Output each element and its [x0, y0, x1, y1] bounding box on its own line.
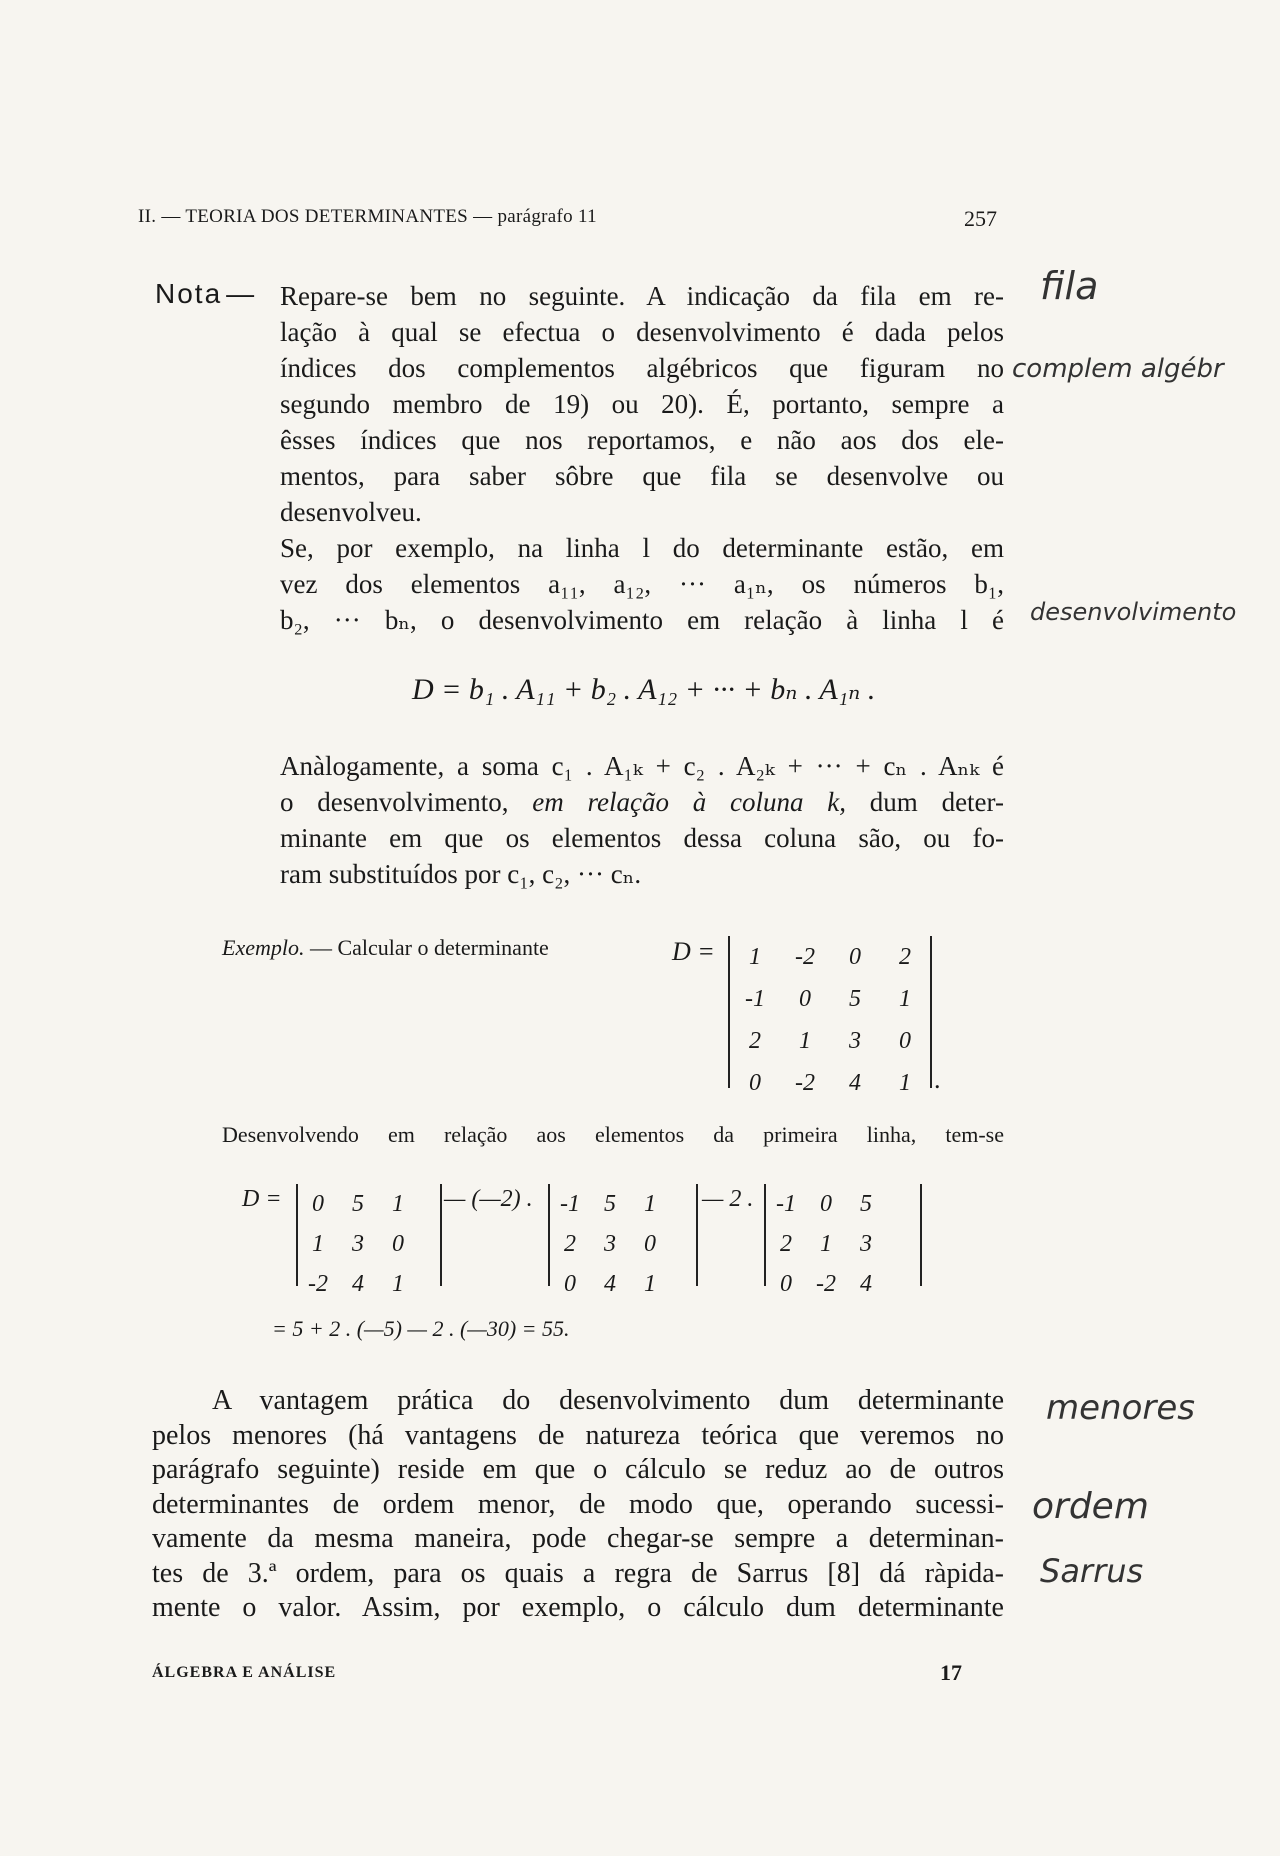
- matrix-cell: 1: [749, 943, 761, 970]
- minor-determinant-1: [296, 1184, 442, 1297]
- matrix-cell: 2: [749, 1027, 761, 1054]
- matrix-cell: -1: [745, 985, 765, 1012]
- matrix-cell: 5: [352, 1190, 364, 1217]
- text-line: ram substituídos por c₁, c₂, ··· cₙ.: [280, 859, 642, 889]
- expansion-intro: Desenvolvendo em relação aos elementos da primeira linha, tem-se: [222, 1122, 1004, 1147]
- example-label: [222, 935, 549, 961]
- text-line: lação à qual se efectua o desenvolvimento é dada pelos: [280, 317, 1004, 347]
- matrix-cell: 1: [312, 1230, 324, 1257]
- text-line: êsses índices que nos reportamos, e não aos dos ele-: [280, 425, 1004, 455]
- matrix-cell: 4: [352, 1270, 364, 1297]
- matrix-cell: 1: [392, 1270, 404, 1297]
- text-line: minante em que os elementos dessa coluna são, ou fo-: [280, 823, 1004, 853]
- analog-paragraph: [280, 748, 1004, 892]
- matrix-cell: -2: [308, 1270, 328, 1297]
- text-line: Repare-se bem no seguinte. A indicação da fila em re-: [280, 281, 1004, 311]
- matrix-cell: -1: [560, 1190, 580, 1217]
- text-line: índices dos complementos algébricos que figuram no: [280, 353, 1004, 383]
- determinant-grid: [730, 936, 930, 1104]
- handwritten-note-sarrus: Sarrus: [1040, 1552, 1144, 1590]
- determinant-symbol: D =: [672, 937, 715, 966]
- text-line: mente o valor. Assim, por exemplo, o cálculo dum determinante: [152, 1592, 1004, 1623]
- text-line: [280, 784, 1004, 820]
- expansion-result: = 5 + 2 . (—5) — 2 . (—30) = 55.: [272, 1316, 570, 1341]
- nota-label: [155, 278, 256, 310]
- main-determinant: [728, 936, 932, 1096]
- matrix-cell: 2: [780, 1230, 792, 1257]
- matrix-cell: 0: [799, 985, 811, 1012]
- matrix-cell: 0: [780, 1270, 792, 1297]
- running-title: II. — TEORIA DOS DETERMINANTES — parágrafo 11: [138, 206, 597, 227]
- handwritten-note-ordem: ordem: [1032, 1486, 1149, 1527]
- text-line: segundo membro de 19) ou 20). É, portanto, sempre a: [280, 389, 1004, 419]
- matrix-cell: 5: [849, 985, 861, 1012]
- nota-dash: —: [226, 278, 257, 309]
- text-line: parágrafo seguinte) reside em que o cálculo se reduz ao de outros: [152, 1454, 1004, 1485]
- matrix-cell: 0: [644, 1230, 656, 1257]
- expansion-term-3: — 2 .: [702, 1186, 754, 1212]
- handwritten-note-complem: complem algébr: [1012, 354, 1224, 384]
- matrix-cell: -2: [795, 1069, 815, 1096]
- matrix-cell: 0: [749, 1069, 761, 1096]
- page-number: 257: [964, 206, 997, 231]
- handwritten-note-fila: fila: [1040, 264, 1099, 308]
- matrix-cell: 0: [899, 1027, 911, 1054]
- footer-signature: 17: [940, 1660, 962, 1685]
- matrix-cell: -2: [816, 1270, 836, 1297]
- italic-segment: em relação à coluna k,: [532, 787, 847, 817]
- matrix-cell: 1: [820, 1230, 832, 1257]
- text-line: Se, por exemplo, na linha l do determinante estão, em: [280, 533, 1004, 563]
- text-line: [152, 1384, 1004, 1419]
- matrix-cell: 1: [899, 1069, 911, 1096]
- example-word: Exemplo.: [222, 935, 305, 960]
- expansion-term-2: — (—2) .: [444, 1186, 533, 1212]
- matrix-cell: 0: [820, 1190, 832, 1217]
- matrix-cell: -2: [795, 943, 815, 970]
- text-segment: o desenvolvimento,: [280, 787, 533, 817]
- handwritten-note-menores: menores: [1046, 1388, 1195, 1428]
- text-line: vez dos elementos a₁₁, a₁₂, ··· a₁ₙ, os números b₁,: [280, 569, 1004, 599]
- text-line: b₂, ··· bₙ, o desenvolvimento em relação à linha l é: [280, 605, 1004, 635]
- matrix-cell: 3: [849, 1027, 861, 1054]
- text-line: pelos menores (há vantagens de natureza teórica que veremos no: [152, 1419, 1004, 1451]
- determinant-period: .: [934, 1065, 941, 1094]
- matrix-cell: -1: [776, 1190, 796, 1217]
- minor-determinant-2: [548, 1184, 698, 1297]
- handwritten-note-desenvolvimento: desenvolvimento: [1030, 598, 1237, 626]
- minor-determinant-3: [764, 1184, 922, 1297]
- footer-book-title: ÁLGEBRA E ANÁLISE: [152, 1664, 337, 1681]
- text-line: Anàlogamente, a soma c₁ . A₁ₖ + c₂ . A₂ₖ + ··· + cₙ . Aₙₖ é: [280, 751, 1004, 781]
- matrix-cell: 4: [860, 1270, 872, 1297]
- formula-expansion-row: D = b₁ . A₁₁ + b₂ . A₁₂ + ··· + bₙ . A₁ₙ .: [412, 673, 876, 706]
- minor-grid: [298, 1184, 418, 1304]
- matrix-cell: 0: [849, 943, 861, 970]
- matrix-cell: 5: [860, 1190, 872, 1217]
- matrix-cell: 0: [312, 1190, 324, 1217]
- expansion-D-eq: D =: [242, 1186, 282, 1212]
- text-line: desenvolveu.: [280, 497, 422, 527]
- nota-paragraph: [280, 278, 1004, 638]
- text-line: vamente da mesma maneira, pode chegar-se sempre a determinan-: [152, 1523, 1004, 1554]
- text-segment: A vantagem prática do desenvolvimento dum determinante: [212, 1385, 1004, 1416]
- text-line: tes de 3.ª ordem, para os quais a regra de Sarrus [8] dá ràpida-: [152, 1557, 1004, 1589]
- matrix-cell: 3: [604, 1230, 616, 1257]
- matrix-cell: 2: [564, 1230, 576, 1257]
- text-line: determinantes de ordem menor, de modo que, operando sucessi-: [152, 1488, 1004, 1520]
- text-segment: dum deter-: [846, 787, 1004, 817]
- example-text: — Calcular o determinante: [304, 935, 549, 960]
- matrix-cell: 4: [604, 1270, 616, 1297]
- matrix-cell: 1: [799, 1027, 811, 1054]
- matrix-cell: 4: [849, 1069, 861, 1096]
- minor-grid: [766, 1184, 886, 1304]
- matrix-cell: 1: [392, 1190, 404, 1217]
- matrix-cell: 1: [644, 1270, 656, 1297]
- vantagem-paragraph: [152, 1384, 1004, 1626]
- matrix-cell: 1: [899, 985, 911, 1012]
- nota-word: Nota: [155, 278, 223, 309]
- matrix-cell: 2: [899, 943, 911, 970]
- matrix-cell: 3: [860, 1230, 872, 1257]
- text-line: mentos, para saber sôbre que fila se desenvolve ou: [280, 461, 1004, 491]
- matrix-cell: 0: [564, 1270, 576, 1297]
- matrix-cell: 1: [644, 1190, 656, 1217]
- minor-grid: [550, 1184, 670, 1304]
- matrix-cell: 0: [392, 1230, 404, 1257]
- matrix-cell: 5: [604, 1190, 616, 1217]
- matrix-cell: 3: [352, 1230, 364, 1257]
